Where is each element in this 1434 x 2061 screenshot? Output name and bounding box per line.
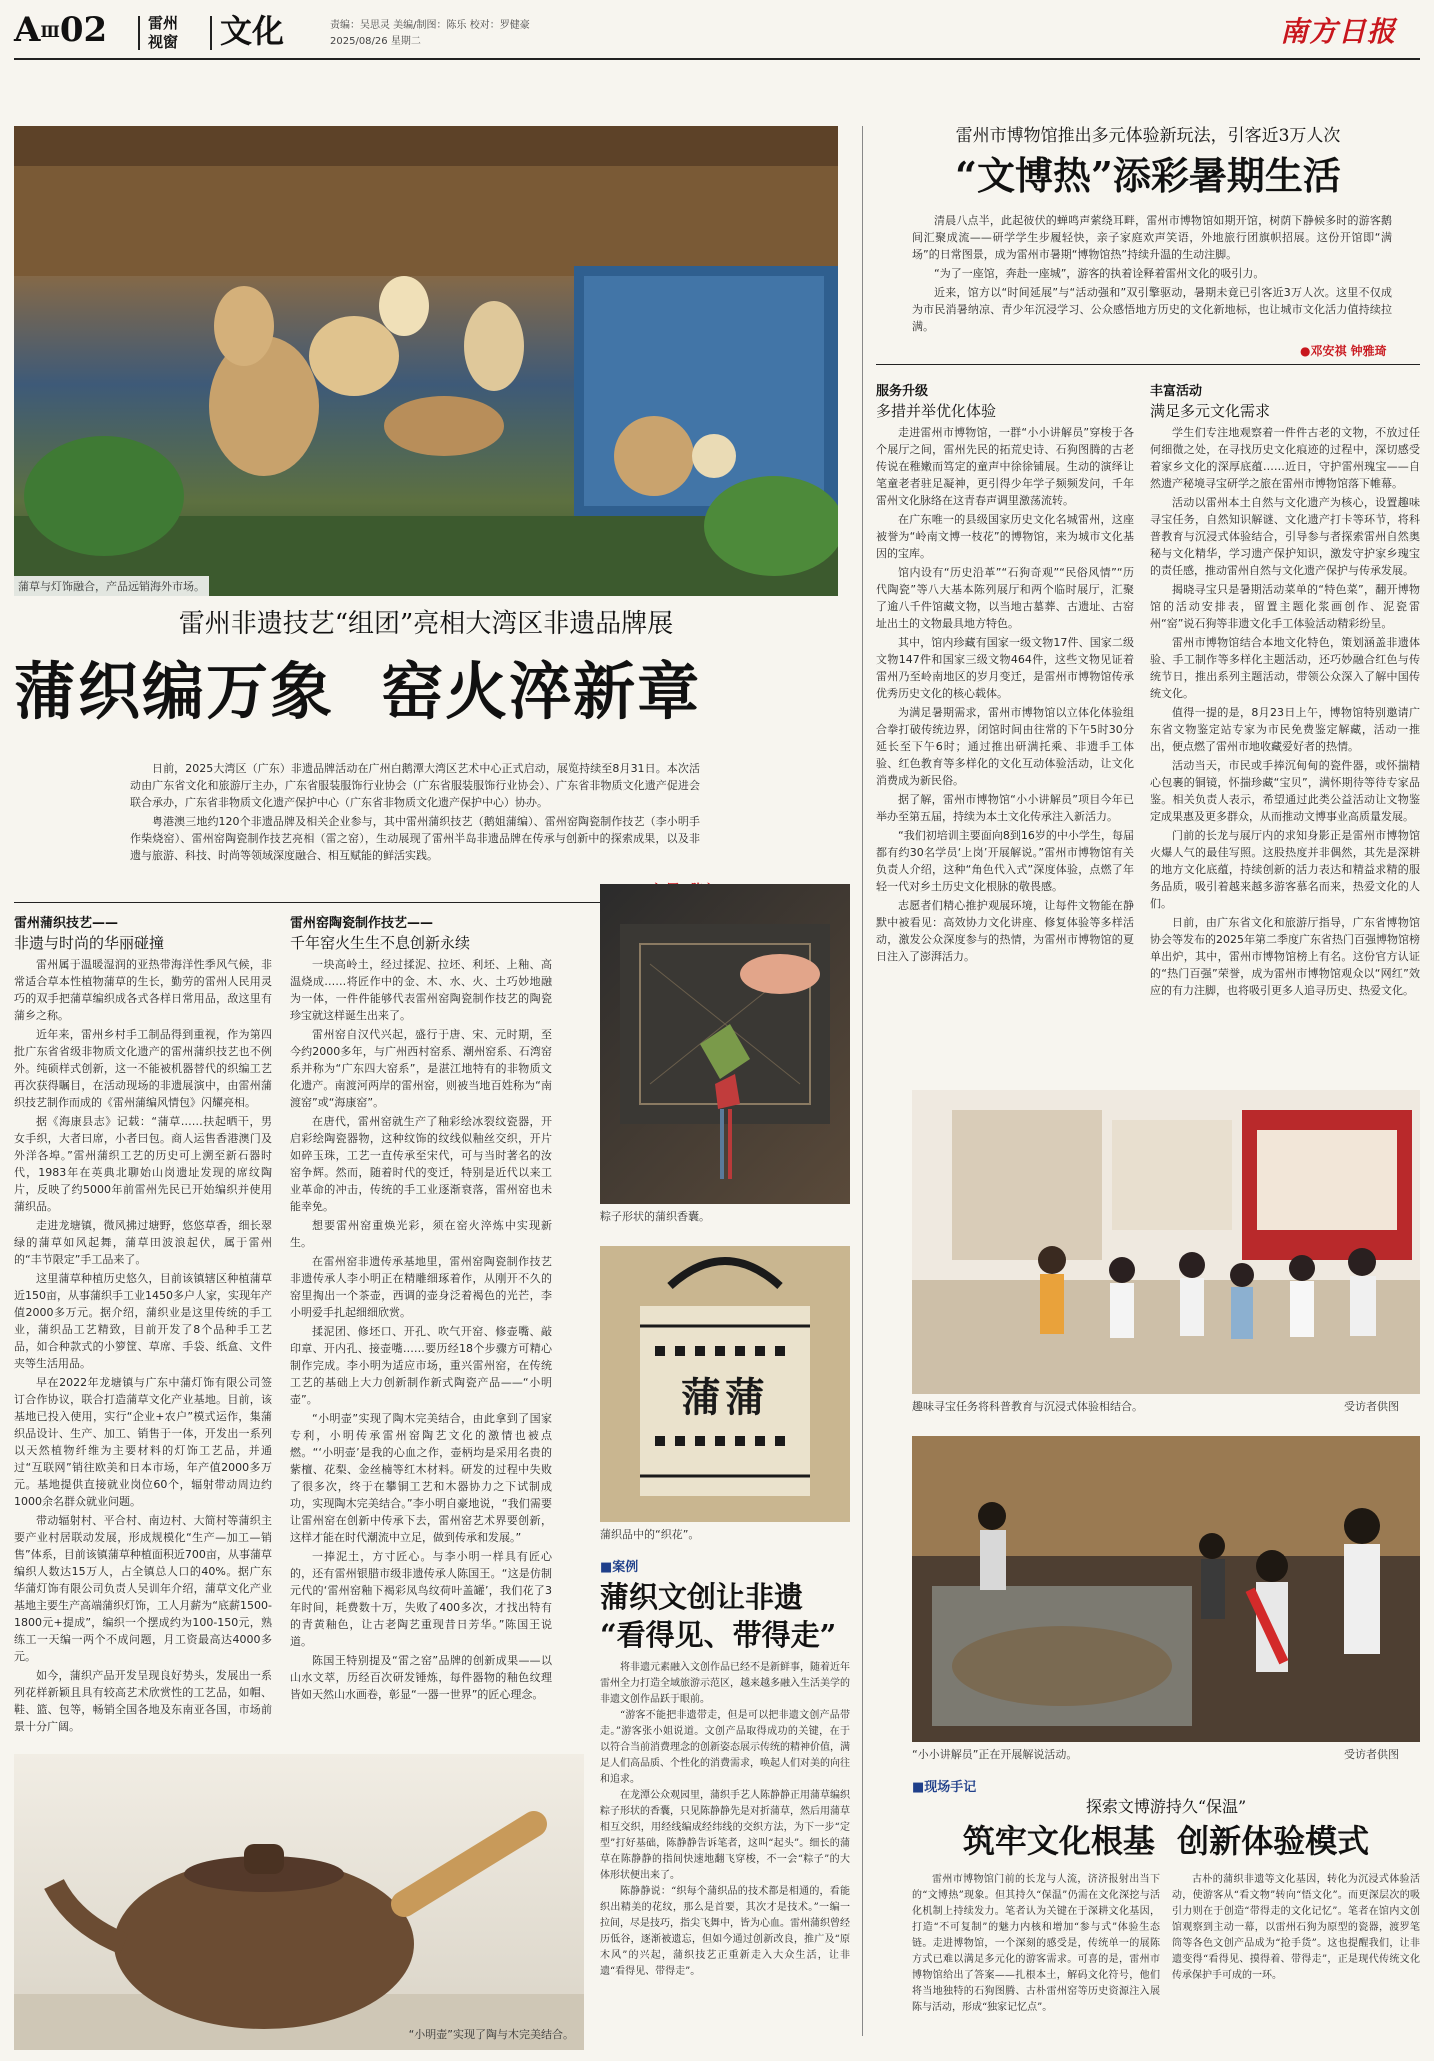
colA-kicker: 雷州蒲织技艺—— xyxy=(14,916,119,931)
colB-kicker: 雷州窑陶瓷制作技艺—— xyxy=(290,916,434,931)
credits: 责编：吴思灵 美编/制图：陈乐 校对：罗健豪 2025/08/26 星期二 xyxy=(330,20,530,47)
page-number: AⅢ02 xyxy=(14,10,108,50)
photo-museum-kids xyxy=(912,1090,1420,1394)
sachet-illustration xyxy=(600,884,850,1204)
story2-lead: 清晨八点半，此起彼伏的蝉鸣声萦绕耳畔，雷州市博物馆如期开馆，树荫下静候多时的游客鹅间汇聚成流——研学学生步履轻快，亲子家庭欢声笑语，外地旅行团旗帜招展。这份开馆即“满场”的日常图景，成为雷州市暑期“博物馆热”持续升温的生动注脚。 “为了一座馆，奔赴一座城”，游客的执着诠释着雷州文化的吸引力。 近来，馆方以“时间延展”与“活动强和”双引擎驱动，暑期未竟已引客近3万人次。这里不仅成为市民消暑纳凉、青少年沉浸学习、公众感悟地方历史的文化新地标，也让城市文化活力值持续拉满。 xyxy=(912,214,1392,333)
story2-byline: ●邓安祺 钟雅琦 xyxy=(1300,344,1387,358)
case-tag: ■案例 xyxy=(600,1560,639,1575)
notes-col1: 雷州市博物馆门前的长龙与人流，济济报射出当下的“文博热”现象。但其持久“保温”仍需在文化深挖与活化机制上持续发力。笔者认为关键在于深耕文化基因，打造“不可复制”的魅力内核和增加“参与式”体验生态链。走进博物馆，一个深刻的感受是，传统单一的展陈方式已难以满足多元化的游客需求。可喜的是，雷州市博物馆给出了答案——扎根本土，解码文化符号，他们将当地独特的石狗图腾、古朴雷州窑等历史资源注入展陈与活动，形成“独家记忆点”。 xyxy=(912,1874,1160,2013)
case-headline-line2: “看得见、带得走” xyxy=(600,1618,837,1652)
story2-colA-subhead: 多措并举优化体验 xyxy=(876,402,997,420)
colB-subhead: 千年窑火生生不息创新永续 xyxy=(290,934,471,952)
case-headline-line1: 蒲织文创让非遗 xyxy=(600,1580,804,1614)
case-body: 将非遗元素融入文创作品已经不是新鲜事，随着近年雷州全力打造全域旅游示范区，越来越多融入生活美学的非遗文创作品跃于眼前。 “游客不能把非遗带走，但是可以把非遗文创产品带走。”游客张小姐说道。文创产品取得成功的关键，在于以符合当前消费理念的创新姿态展示传统的精神价值，满足人们高品质、个性化的消费需求，唤起人们对美的向往和追求。 在龙潭公众观园里，蒲织手艺人陈静静正用蒲草编织粽子形状的香囊，只见陈静静先是对折蒲草，然后用蒲草相互交织，用经线编成经纬线的交织方法，为下一步“定型”打好基础，陈静静告诉笔者，这叫“起头”。细长的蒲草在陈静静的指间快速地翻飞穿梭，不一会“粽子”的大体形状便出来了。 陈静静说：“织每个蒲织品的技术都是相通的，看能织出精美的花纹，那么是首要，其次才是技术。”一编一拉间，尽是技巧，指尖飞舞中，皆为心血。雷州蒲织曾经历低谷，逐渐被遗忘，但如今通过创新改良，推广及“原木风”的兴起，蒲织技艺正重新走入大众生活，让非遗“看得见、带得走”。 xyxy=(600,1662,850,1977)
notes-kicker: 探索文博游持久“保温” xyxy=(1085,1797,1247,1816)
photo-museum-guide-caption: “小小讲解员”正在开展解说活动。 xyxy=(912,1748,1078,1761)
story1-kicker: 雷州非遗技艺“组团”亮相大湾区非遗品牌展 xyxy=(178,609,674,639)
masthead-divider-2 xyxy=(210,16,212,50)
story2-colB-subhead: 满足多元文化需求 xyxy=(1150,402,1271,420)
teapot-illustration xyxy=(14,1754,584,2050)
lamp-scene-illustration xyxy=(14,126,838,596)
notes-headline: 筑牢文化根基 创新体验模式 xyxy=(962,1822,1370,1860)
photo-lamps-caption: 蒲草与灯饰融合，产品远销海外市场。 xyxy=(14,576,209,596)
photo-museum-kids-caption: 趣味寻宝任务将科普教育与沉浸式体验相结合。 xyxy=(912,1400,1143,1413)
masthead xyxy=(0,0,1434,62)
photo-sachet xyxy=(600,884,850,1204)
notes-col2: 古朴的蒲织非遗等文化基因，转化为沉浸式体验活动，使游客从“看文物”转向“悟文化”。而更深层次的吸引力则在于创造“带得走的文化记忆”。笔者在馆内文创馆观察到主动一幕，以雷州石狗为原型的瓷器，渡罗笔筒等各色文创产品成为“抢手货”。这也提醒我们，让非遗变得“看得见、摸得着、带得走”，正是现代传统文化传承保护手可成的一环。 xyxy=(1172,1874,1420,1981)
colA-body: 雷州属于温暖湿润的亚热带海洋性季风气候，非常适合草本性植物蒲草的生长，勤劳的雷州人民用灵巧的双手把蒲草编织成各式各样日常用品，敌这里有蒲乡之称。 近年来，雷州乡村手工制品得到重视，作为第四批广东省省级非物质文化遗产的雷州蒲织技艺也不例外。纯硕样式创新，这一不能被机器替代的织编工艺再次获得瞩目，在活动现场的非遗展演中，由雷州蒲织技艺制作而成的《雷州蒲编风情包》闪耀亮相。 据《海康县志》记载：“蒲草……扶起晒干，男女手织，大者曰席，小者曰包。商人运售香港澳门及外洋各埠。”雷州蒲织工艺的历史可上溯至新石器时代，1983年在英典北聊始山岗遗址发现的席纹陶片，反映了约5000年前雷州先民已开始编织并使用蒲织品。 走进龙塘镇，微风拂过塘野，悠悠草香，细长翠绿的蒲草如风起舞，蒲草田波浪起伏，属于雷州的“丰节限定”手工品来了。 这里蒲草种植历史悠久，目前该镇辖区种植蒲草近150亩，从事蒲织手工业1450多户人家，实现年产值2000多万元。据介绍，蒲织业是这里传统的手工业，蒲织品工艺精致，目前开发了8个品种手工艺品，如合种款式的小箩筐、草席、手袋、纸盒、文件夹等生活用品。 早在2022年龙塘镇与广东中蒲灯饰有限公司签订合作协议，联合打造蒲草文化产业基地。目前，该基地已投入使用，实行“企业+农户”模式运作，集蒲织品设计、生产、加工、销售于一体，开发出一系列以天然植物纤维为主要材料的灯饰工艺品，并通过“互联网”销往欧美和日本市场，年产值2000多万元。基地提供直接就业岗位60个，辐射带动周边约1000余名群众就业问题。 带动辐射村、平合村、南边村、大简村等蒲织主要产业村居联动发展，形成规模化“生产—加工—销售”体系，目前该镇蒲草种植面积近700亩，从事蒲草编织人数达15万人，占全镇总人口的40%。据广东华蒲灯饰有限公司负责人吴训年介绍，蒲草文化产业基地主要生产高端蒲织灯饰，工人月薪为“底薪1500-1800元+提成”，编织一个摆成约为100-150元，熟练工一天编一两个不成问题，月工资最高达4000多元。 如今，蒲织产品开发呈现良好势头，发展出一系列花样新颖且具有较高艺术欣赏性的工艺品，如帽、鞋、篮、包等，畅销全国各地及东南亚各国，市场前景十分广阔。 xyxy=(14,958,272,1733)
story2-headline: “文博热”添彩暑期生活 xyxy=(955,153,1341,198)
museum-guide-illustration xyxy=(912,1436,1420,1742)
photo-bag-caption: 蒲织品中的“织花”。 xyxy=(600,1528,700,1541)
museum-kids-illustration xyxy=(912,1090,1420,1394)
section-title: 文化 xyxy=(220,12,285,50)
column-divider xyxy=(862,126,863,2036)
photo-museum-guide xyxy=(912,1436,1420,1742)
story2-colA-kicker: 服务升级 xyxy=(876,384,929,399)
story2-colB-body: 学生们专注地观察着一件件古老的文物，不放过任何细微之处，在寻找历史文化痕迹的过程中，深切感受着家乡文化的深厚底蕴……近日，守护雷州瑰宝——自然遗产秘境寻宝研学之旅在雷州市博物馆落下帷幕。 活动以雷州本土自然与文化遗产为核心，设置趣味寻宝任务，自然知识解谜、文化遗产打卡等环节，将科普教育与沉浸式体验结合，引导参与者探索雷州自然奥秘与文化精华，学习遗产保护知识，激发守护家乡瑰宝的责任感，推动雷州自然与文化遗产保护与传承发展。 揭晓寻宝只是暑期活动菜单的“特色菜”，翻开博物馆的活动安排表，留置主题化浆画创作、泥瓷雷州“窑”说石狗等非遗文化手工体验活动精彩纷呈。 雷州市博物馆结合本地文化特色，策划涵盖非遗体验、手工制作等多样化主题活动，还巧妙融合红色与传统节日，推出系列主题活动，带领公众深入了解中国传统文化。 值得一提的是，8月23日上午，博物馆特别邀请广东省文物鉴定站专家为市民免费鉴定解藏，活动一推出，便点燃了雷州市地收藏爱好者的热情。 活动当天，市民或手捧沉甸甸的瓷件器，或怀揣精心包裹的铜镜，怀揣珍藏“宝贝”，满怀期待等待专家品鉴。相关负责人表示，希望通过此类公益活动让文物鉴定成果惠及更多群众，从而推动文博事业高质量发展。 门前的长龙与展厅内的求知身影正是雷州市博物馆火爆人气的最佳写照。这股热度并非偶然，其先是深耕的地方文化底蕴，持续创新的活力表达和精益求精的服务品质，吸引着越来越多游客慕名而来，热爱文化的人们。 日前，由广东省文化和旅游厅指导，广东省博物馆协会等发布的2025年第二季度广东省热门百强博物馆榜单出炉，其中，雷州市博物馆榜上有名。这份官方认证的“热门百强”荣誉，成为雷州市博物馆观众以“网红”效应的有力注脚，也将吸引更多人追寻历史、热爱文化。 xyxy=(1150,426,1420,997)
photo-sachet-caption: 粽子形状的蒲织香囊。 xyxy=(600,1210,710,1223)
section-label: 雷州 视窗 xyxy=(148,14,179,51)
case-headline xyxy=(600,1578,850,1654)
notes-tag: ■现场手记 xyxy=(912,1780,977,1795)
colB-body: 一块高岭土，经过揉泥、拉坯、利坯、上釉、高温烧成……将匠作中的金、木、水、火、土巧妙地融为一体，一件件能够代表雷州窑陶瓷制作技艺的陶瓷珍宝就这样诞生出来了。 雷州窑自汉代兴起，盛行于唐、宋、元时期，至今约2000多年，与广州西村窑系、潮州窑系、石湾窑系并称为“广东四大窑系”，是湛江地特有的非物质文化遗产。南渡河两岸的雷州窑，则被当地百姓称为“南渡窑”或“海康窑”。 在唐代，雷州窑就生产了釉彩绘冰裂纹瓷器，开启彩绘陶瓷器物，这种纹饰的纹线似釉丝交织，开片如碎玉珠，工艺一直传承至宋代，可与当时著名的汝窑争辉。然而，随着时代的变迁，特别是近代以来工业革命的冲击，传统的手工业逐渐衰落，雷州窑也未能幸免。 想要雷州窑重焕光彩，须在窑火淬炼中实现新生。 在雷州窑非遗传承基地里，雷州窑陶瓷制作技艺非遗传承人李小明正在精雕细琢着作，从刚开不久的窑里掏出一个茶壶，西调的壶身泛着褐色的光芒，李小明爱手扎起细细欣赏。 揉泥团、修坯口、开孔、吹气开窑、修壶嘴、敲印章、开内孔、接壶嘴……要历经18个步骤方可精心制作完成。李小明为适应市场，重兴雷州窑，在传统工艺的基础上大力创新制作新式陶瓷产品——“小明壶”。 “小明壶”实现了陶木完美结合，由此拿到了国家专利，小明传承雷州窑陶艺文化的激情也被点燃。“‘小明壶’是我的心血之作，壶柄均是采用名贵的紫檀、花梨、金丝楠等红木材料。研发的过程中失败了很多次，终于在攀铜工艺和木器协力之下试制成功，实现陶木完美结合。”李小明自豪地说，“我们需要让雷州窑在创新中传承下去，雷州窑艺术界要创新，这样才能在时代潮流中立足，做到传承和发展。” 一捧泥土，方寸匠心。与李小明一样具有匠心的，还有雷州银腊市级非遗传承人陈国王。“这是仿制元代的‘雷州窑釉下褐彩凤鸟纹荷叶盖罐’，我们花了3年时间，耗费数十万，失败了400多次，才找出特有的青黄釉色，让古老陶艺重现昔日芳华。”陈国王说道。 陈国王特别提及“雷之窑”品牌的创新成果——以山水文萃，历经百次研发锤炼，每件器物的釉色纹理皆如天然山水画卷，彰显“一器一世界”的匠心理念。 xyxy=(290,958,552,1701)
story1-lead: 日前，2025大湾区（广东）非遗品牌活动在广州白鹅潭大湾区艺术中心正式启动，展览持续至8月31日。本次活动由广东省文化和旅游厅主办，广东省服装服饰行业协会（广东省服装服饰行业协会）、广东省非物质文化遗产促进会联合承办，广东省非物质文化遗产保护中心（广东省非物质文化遗产保护中心）协办。 粤港澳三地约120个非遗品牌及相关企业参与，其中雷州蒲织技艺（鹅姐蒲编）、雷州窑陶瓷制作技艺（李小明手作柴烧窑）、雷州窑陶瓷制作技艺亮相（雷之窑），生动展现了雷州半岛非遗品牌在传承与创新中的探索成果，以及非遗与旅游、科技、时尚等领域深度融合、相互赋能的鲜活实践。 xyxy=(130,762,700,862)
photo-teapot xyxy=(14,1754,584,2050)
colA-subhead: 非遗与时尚的华丽碰撞 xyxy=(14,934,165,952)
photo-bag xyxy=(600,1246,850,1522)
masthead-rule xyxy=(14,58,1420,60)
photo-lamps xyxy=(14,126,838,596)
photo-teapot-caption: “小明壶”实现了陶与木完美结合。 xyxy=(408,2028,574,2041)
story2-colB-kicker: 丰富活动 xyxy=(1150,384,1203,399)
photo-museum-guide-credit: 受访者供图 xyxy=(1344,1748,1399,1761)
masthead-divider xyxy=(138,16,140,50)
story1-headline: 蒲织编万象 窑火淬新章 xyxy=(14,655,702,728)
photo-museum-kids-credit: 受访者供图 xyxy=(1344,1400,1399,1413)
story2-kicker: 雷州市博物馆推出多元体验新玩法，引客近3万人次 xyxy=(955,126,1341,146)
bag-lettering: 蒲蒲 xyxy=(681,1374,769,1421)
story2-colA-body: 走进雷州市博物馆，一群“小小讲解员”穿梭于各个展厅之间，雷州先民的拓荒史诗、石狗图腾的古老传说在稚嫩而笃定的童声中徐徐铺展。生动的演绎让笔童老者驻足凝神，更引得少年学子频频发问，千年雷州文化脉络在这青春声调里激荡流转。 在广东唯一的县级国家历史文化名城雷州，这座被誉为“岭南文博一枝花”的博物馆，来为城市文化基因的宝库。 馆内设有“历史沿革”“石狗奇观”“民俗风情”“历代陶瓷”等八大基本陈列展厅和两个临时展厅，汇聚了逾八千件馆藏文物，以当地古墓葬、古遗址、古窑址出土的文物最具地方特色。 其中，馆内珍藏有国家一级文物17件、国家二级文物147件和国家三级文物464件，这些文物见证着雷州乃至岭南地区的岁月变迁，是雷州市博物馆传承优秀历史文化的核心载体。 为满足暑期需求，雷州市博物馆以立体化体验组合拳打破传统边界，闭馆时间由往常的下午5时30分延长至下午6时；通过推出研满托乘、非遗手工体验、红色教育等多样化的文化互动体验活动，让文化消费成为新民俗。 据了解，雷州市博物馆“小小讲解员”项目今年已举办至第五届，持续为本土文化传承注入新活力。 “我们初培训主要面向8到16岁的中小学生，每届都有约30名学员‘上岗’开展解说。”雷州市博物馆有关负责人介绍，这种“角色代入式”深度体验，点燃了年轻一代对乡土历史文化根脉的敬畏感。 志愿者们精心推护观展环境，让每件文物能在静默中被看见：高效协力文化讲座、修复体验等多样活动，激发公众深度参与的热情，为雷州市博物馆的夏日注入了澎湃活力。 xyxy=(876,426,1134,963)
story2-lead-rule xyxy=(876,364,1420,365)
newspaper-logo: 南方日报 xyxy=(1280,15,1397,48)
